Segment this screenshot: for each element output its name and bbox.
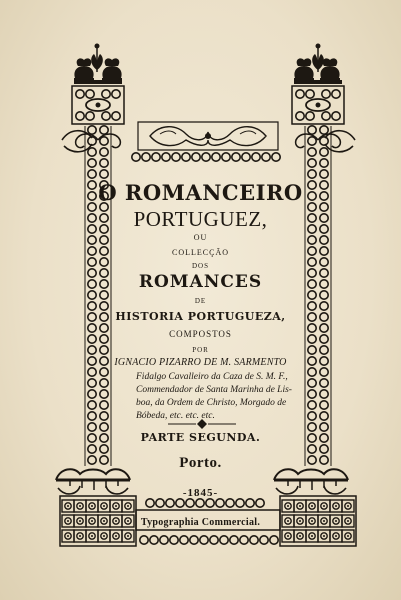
title-line-2: PORTUGUEZ, <box>133 207 268 231</box>
author-description-line: Bóbeda, etc. etc. etc. <box>136 411 215 421</box>
author-description-line: Fidalgo Cavalleiro da Caza de S. M. F., <box>136 372 288 382</box>
subtitle-romances: ROMANCES <box>138 272 263 292</box>
top-cartouche <box>138 122 278 150</box>
right-finial <box>294 44 342 85</box>
subtitle-de: DE <box>194 297 207 305</box>
author-description-line: boa, da Ordem de Christo, Morgado de <box>136 398 287 408</box>
subtitle-compostos: COMPOSTOS <box>169 329 232 339</box>
left-finial <box>74 44 122 85</box>
right-column <box>305 126 331 466</box>
subtitle-historia: HISTORIA PORTUGUEZA, <box>115 310 286 323</box>
printer-name: Typographia Commercial. <box>140 517 261 528</box>
conjunction-ou: OU <box>193 233 208 242</box>
top-ring-chain <box>132 153 280 161</box>
title-line-1: O ROMANCEIRO <box>98 180 303 205</box>
publication-city: Porto. <box>179 455 222 471</box>
left-capital <box>72 86 124 124</box>
left-column <box>85 126 111 466</box>
subtitle-por: POR <box>192 346 209 354</box>
author-description-line: Commendador de Santa Marinha de Lis- <box>136 385 292 395</box>
subtitle-dos: DOS <box>191 262 209 270</box>
subtitle-collecao: COLLECÇÃO <box>172 248 229 257</box>
publication-year: -1845- <box>182 487 219 499</box>
volume-part: PARTE SEGUNDA. <box>140 431 261 444</box>
author-name: IGNACIO PIZARRO DE M. SARMENTO <box>114 357 287 368</box>
right-capital <box>292 86 344 124</box>
